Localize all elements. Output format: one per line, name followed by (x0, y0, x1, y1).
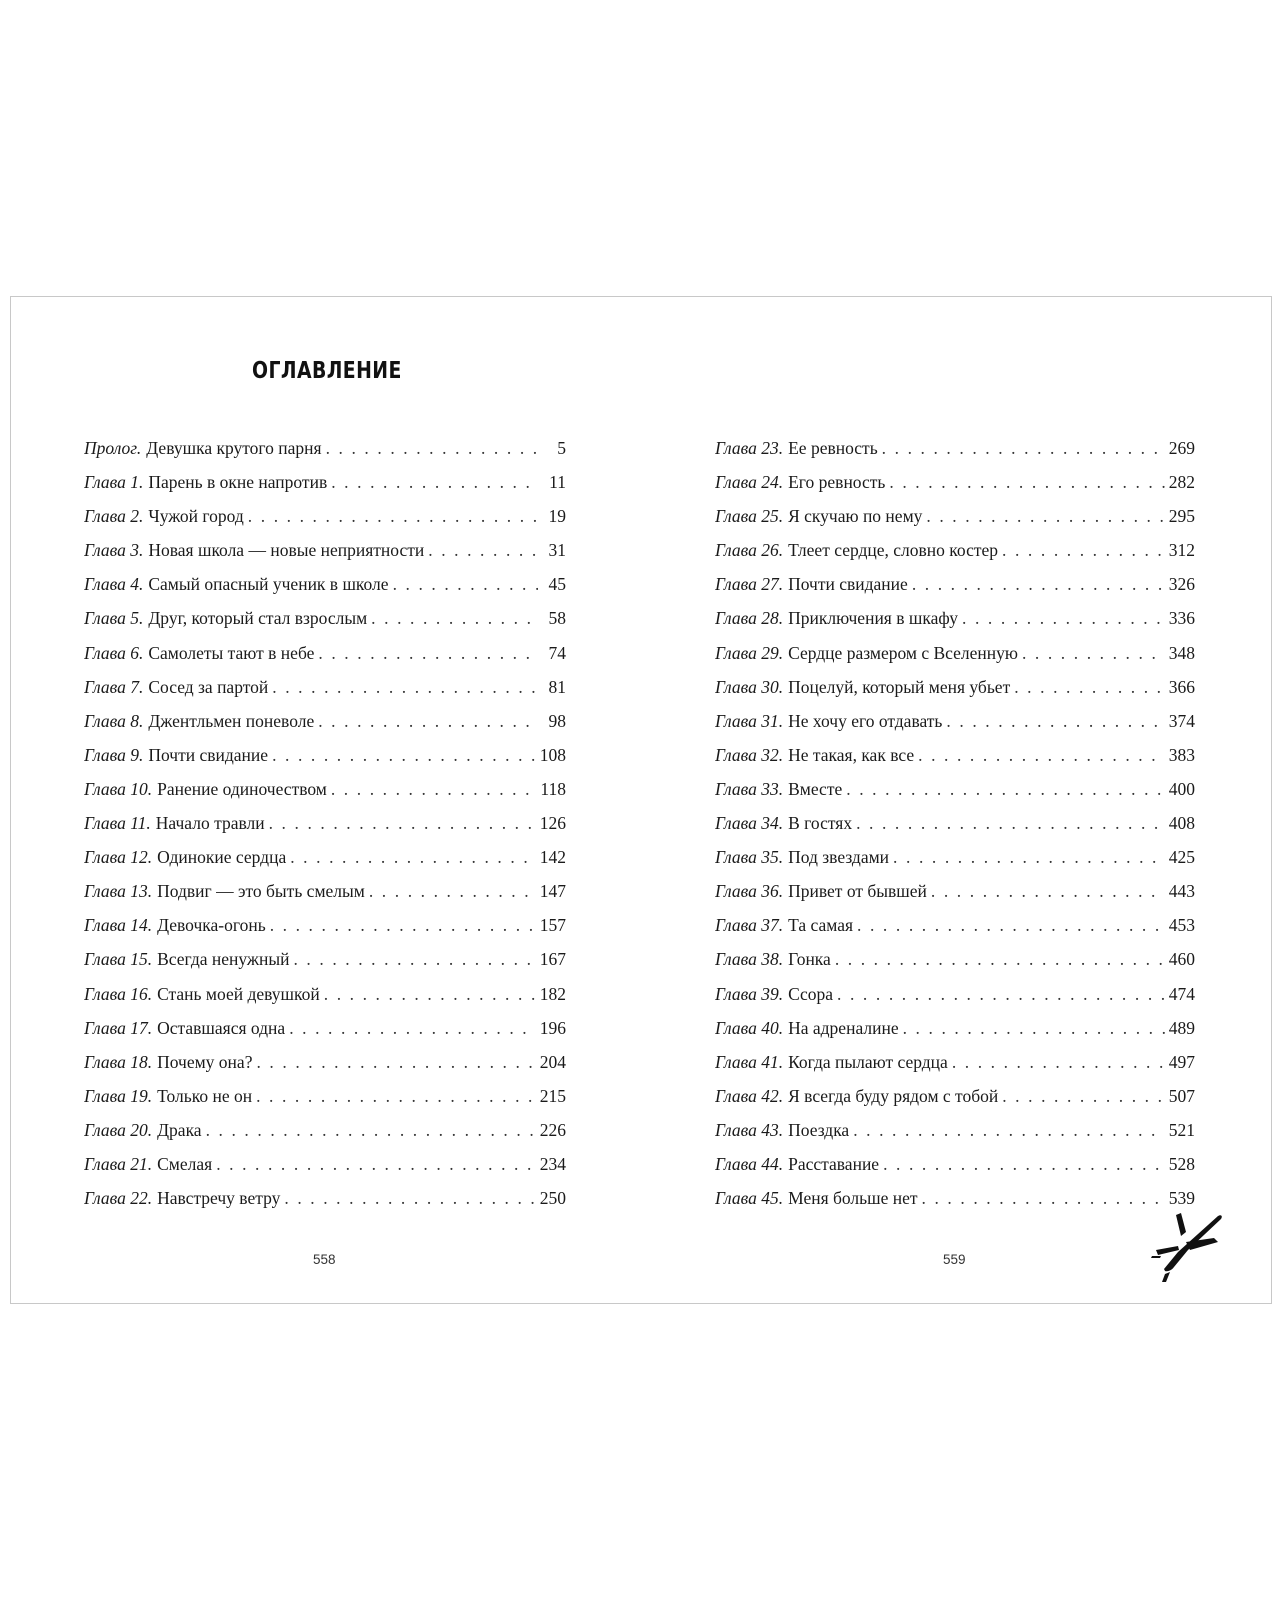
toc-entry (715, 642, 1195, 676)
chapter-label: Глава 45. (715, 1188, 784, 1209)
chapter-label: Глава 19. (84, 1085, 153, 1106)
dot-leader (952, 1051, 1165, 1073)
dot-leader (837, 983, 1165, 1005)
toc-entry (715, 846, 1195, 880)
dot-leader (269, 812, 536, 834)
chapter-page-number: 374 (1168, 710, 1195, 731)
toc-entry (84, 1051, 566, 1085)
chapter-title: Тлеет сердце, словно костер (788, 540, 999, 561)
chapter-label: Глава 33. (715, 778, 784, 799)
chapter-page-number: 5 (557, 438, 566, 458)
chapter-page-number: 31 (548, 540, 566, 561)
chapter-page-number: 81 (548, 676, 566, 697)
dot-leader (889, 471, 1164, 493)
chapter-title: Начало травли (155, 813, 265, 834)
toc-entry (84, 1187, 566, 1221)
dot-leader (369, 880, 536, 902)
chapter-title: Я всегда буду рядом с тобой (788, 1085, 999, 1106)
toc-entry (84, 676, 566, 710)
toc-entry (84, 642, 566, 676)
chapter-page-number: 366 (1168, 676, 1195, 697)
chapter-label: Глава 10. (84, 778, 153, 799)
chapter-title: Ее ревность (788, 438, 878, 458)
toc-entry (84, 1017, 566, 1051)
dot-leader (1022, 642, 1165, 664)
toc-entry (84, 744, 566, 778)
chapter-label: Пролог. (84, 438, 142, 458)
chapter-page-number: 474 (1168, 983, 1195, 1004)
chapter-title: Драка (157, 1119, 202, 1140)
chapter-label: Глава 36. (715, 881, 784, 902)
toc-entry (84, 437, 566, 471)
dot-leader (331, 471, 538, 493)
chapter-label: Глава 24. (715, 472, 784, 493)
chapter-page-number: 507 (1168, 1085, 1195, 1106)
chapter-label: Глава 3. (84, 540, 144, 561)
dot-leader (946, 710, 1164, 732)
chapter-page-number: 528 (1168, 1153, 1195, 1174)
chapter-label: Глава 9. (84, 744, 144, 765)
chapter-label: Глава 40. (715, 1017, 784, 1038)
toc-entry (715, 744, 1195, 778)
dot-leader (293, 948, 535, 970)
chapter-title: Сердце размером с Вселенную (788, 642, 1018, 663)
chapter-label: Глава 43. (715, 1119, 784, 1140)
chapter-title: Та самая (788, 915, 854, 936)
chapter-page-number: 336 (1168, 608, 1195, 629)
chapter-label: Глава 15. (84, 949, 153, 970)
dot-leader (893, 846, 1165, 868)
dot-leader (962, 607, 1165, 629)
chapter-page-number: 58 (548, 608, 566, 629)
chapter-title: Почему она? (157, 1051, 253, 1072)
chapter-page-number: 250 (539, 1188, 566, 1209)
dot-leader (284, 1187, 535, 1209)
chapter-title: Ранение одиночеством (157, 778, 327, 799)
dot-leader (931, 880, 1165, 902)
chapter-label: Глава 4. (84, 574, 144, 595)
chapter-title: Его ревность (788, 472, 886, 493)
dot-leader (256, 1085, 536, 1107)
dot-leader (272, 744, 536, 766)
toc-column-right (715, 437, 1195, 1221)
toc-entry (715, 607, 1195, 641)
chapter-title: Почти свидание (788, 574, 908, 595)
chapter-label: Глава 12. (84, 847, 153, 868)
toc-entry (84, 948, 566, 982)
chapter-title: Когда пылают сердца (788, 1051, 948, 1072)
dot-leader (326, 437, 538, 459)
toc-entry (715, 1017, 1195, 1051)
toc-entry (715, 676, 1195, 710)
toc-entry (84, 471, 566, 505)
chapter-title: Расставание (788, 1153, 880, 1174)
chapter-page-number: 326 (1168, 574, 1195, 595)
toc-entry (84, 812, 566, 846)
chapter-label: Глава 26. (715, 540, 784, 561)
chapter-title: На адреналине (788, 1017, 899, 1038)
chapter-title: Стань моей девушкой (157, 983, 320, 1004)
dot-leader (857, 914, 1165, 936)
chapter-label: Глава 14. (84, 915, 153, 936)
chapter-page-number: 142 (539, 847, 566, 868)
chapter-label: Глава 37. (715, 915, 784, 936)
toc-column-left (84, 437, 566, 1221)
chapter-page-number: 521 (1168, 1119, 1195, 1140)
dot-leader (256, 1051, 535, 1073)
toc-entry (84, 1085, 566, 1119)
chapter-page-number: 215 (539, 1085, 566, 1106)
chapter-label: Глава 38. (715, 949, 784, 970)
chapter-label: Глава 16. (84, 983, 153, 1004)
dot-leader (918, 744, 1165, 766)
toc-entry (715, 1051, 1195, 1085)
chapter-title: Самолеты тают в небе (148, 642, 315, 663)
chapter-label: Глава 8. (84, 710, 144, 731)
chapter-page-number: 196 (539, 1017, 566, 1038)
dot-leader (272, 676, 538, 698)
toc-entry (715, 812, 1195, 846)
chapter-title: Одинокие сердца (157, 847, 287, 868)
dot-leader (290, 846, 536, 868)
toc-entry (715, 710, 1195, 744)
chapter-title: Смелая (157, 1153, 213, 1174)
toc-entry (84, 880, 566, 914)
chapter-label: Глава 18. (84, 1051, 153, 1072)
chapter-page-number: 167 (539, 949, 566, 970)
chapter-title: Новая школа — новые неприятности (148, 540, 425, 561)
dot-leader (206, 1119, 536, 1141)
dot-leader (856, 812, 1165, 834)
chapter-page-number: 147 (539, 881, 566, 902)
chapter-label: Глава 11. (84, 813, 151, 834)
toc-entry (715, 880, 1195, 914)
chapter-title: В гостях (788, 813, 853, 834)
toc-entry (84, 573, 566, 607)
toc-entry (715, 983, 1195, 1017)
chapter-title: Навстречу ветру (157, 1188, 281, 1209)
chapter-label: Глава 32. (715, 744, 784, 765)
toc-entry (715, 471, 1195, 505)
toc-entry (84, 539, 566, 573)
chapter-page-number: 182 (539, 983, 566, 1004)
chapter-page-number: 108 (539, 744, 566, 765)
dot-leader (846, 778, 1165, 800)
page-number-left: 558 (313, 1252, 336, 1267)
chapter-title: Джентльмен поневоле (148, 710, 315, 731)
chapter-page-number: 539 (1168, 1188, 1195, 1209)
chapter-label: Глава 34. (715, 813, 784, 834)
toc-entry (715, 437, 1195, 471)
page-title: ОГЛАВЛЕНИЕ (252, 358, 402, 384)
toc-entry (84, 914, 566, 948)
chapter-title: Вместе (788, 778, 843, 799)
chapter-page-number: 157 (539, 915, 566, 936)
chapter-label: Глава 13. (84, 881, 153, 902)
dot-leader (922, 1187, 1165, 1209)
dot-leader (1002, 1085, 1165, 1107)
dot-leader (289, 1017, 536, 1039)
chapter-title: Девочка-огонь (157, 915, 266, 936)
chapter-label: Глава 28. (715, 608, 784, 629)
dot-leader (883, 1153, 1165, 1175)
chapter-page-number: 126 (539, 813, 566, 834)
chapter-label: Глава 21. (84, 1153, 153, 1174)
dot-leader (270, 914, 536, 936)
toc-entry (715, 1153, 1195, 1187)
chapter-page-number: 312 (1168, 540, 1195, 561)
dot-leader (216, 1153, 536, 1175)
chapter-title: Не хочу его отдавать (788, 710, 943, 731)
chapter-title: Только не он (157, 1085, 253, 1106)
chapter-page-number: 489 (1168, 1017, 1195, 1038)
chapter-title: Поездка (788, 1119, 850, 1140)
dot-leader (393, 573, 538, 595)
chapter-page-number: 11 (549, 472, 566, 493)
chapter-title: Оставшаяся одна (157, 1017, 286, 1038)
chapter-page-number: 45 (548, 574, 566, 595)
chapter-label: Глава 23. (715, 438, 784, 458)
chapter-title: Привет от бывшей (788, 881, 927, 902)
chapter-label: Глава 27. (715, 574, 784, 595)
toc-entry (715, 1187, 1195, 1221)
toc-entry (84, 607, 566, 641)
chapter-title: Девушка крутого парня (146, 438, 322, 458)
toc-entry (84, 778, 566, 812)
chapter-page-number: 74 (548, 642, 566, 663)
toc-entry (715, 505, 1195, 539)
chapter-label: Глава 35. (715, 847, 784, 868)
chapter-title: Ссора (788, 983, 834, 1004)
chapter-title: Поцелуй, который меня убьет (788, 676, 1011, 697)
toc-entry (715, 948, 1195, 982)
chapter-label: Глава 30. (715, 676, 784, 697)
dot-leader (428, 539, 538, 561)
chapter-page-number: 348 (1168, 642, 1195, 663)
chapter-page-number: 226 (539, 1119, 566, 1140)
chapter-label: Глава 22. (84, 1188, 153, 1209)
chapter-title: Под звездами (788, 847, 890, 868)
chapter-page-number: 383 (1168, 744, 1195, 765)
chapter-page-number: 282 (1168, 472, 1195, 493)
chapter-title: Всегда ненужный (157, 949, 290, 970)
dot-leader (912, 573, 1165, 595)
chapter-page-number: 400 (1168, 778, 1195, 799)
chapter-title: Приключения в шкафу (788, 608, 958, 629)
page-number-right: 559 (943, 1252, 966, 1267)
chapter-label: Глава 17. (84, 1017, 153, 1038)
airplane-icon (1148, 1212, 1224, 1284)
chapter-page-number: 295 (1168, 506, 1195, 527)
chapter-page-number: 408 (1168, 813, 1195, 834)
dot-leader (318, 642, 538, 664)
toc-entry (715, 1085, 1195, 1119)
dot-leader (1014, 676, 1165, 698)
chapter-label: Глава 1. (84, 472, 144, 493)
chapter-title: Гонка (788, 949, 831, 970)
chapter-title: Подвиг — это быть смелым (157, 881, 365, 902)
toc-entry (715, 539, 1195, 573)
chapter-title: Не такая, как все (788, 744, 915, 765)
chapter-page-number: 118 (540, 778, 566, 799)
chapter-label: Глава 42. (715, 1085, 784, 1106)
chapter-label: Глава 2. (84, 506, 144, 527)
toc-entry (715, 914, 1195, 948)
toc-entry (84, 983, 566, 1017)
toc-entry (84, 846, 566, 880)
dot-leader (926, 505, 1164, 527)
chapter-page-number: 19 (548, 506, 566, 527)
chapter-label: Глава 7. (84, 676, 144, 697)
chapter-page-number: 98 (548, 710, 566, 731)
toc-entry (84, 710, 566, 744)
chapter-page-number: 204 (539, 1051, 566, 1072)
chapter-title: Чужой город (148, 506, 244, 527)
chapter-title: Меня больше нет (788, 1188, 918, 1209)
toc-entry (715, 1119, 1195, 1153)
chapter-title: Друг, который стал взрослым (148, 608, 368, 629)
toc-entry (84, 505, 566, 539)
chapter-label: Глава 31. (715, 710, 784, 731)
toc-entry (84, 1119, 566, 1153)
chapter-page-number: 269 (1168, 438, 1195, 458)
dot-leader (882, 437, 1165, 459)
chapter-page-number: 234 (539, 1153, 566, 1174)
chapter-title: Парень в окне напротив (148, 472, 328, 493)
chapter-page-number: 453 (1168, 915, 1195, 936)
dot-leader (1002, 539, 1165, 561)
dot-leader (318, 710, 538, 732)
chapter-label: Глава 5. (84, 608, 144, 629)
dot-leader (371, 607, 538, 629)
chapter-page-number: 460 (1168, 949, 1195, 970)
chapter-label: Глава 6. (84, 642, 144, 663)
dot-leader (853, 1119, 1165, 1141)
dot-leader (248, 505, 538, 527)
toc-entry (84, 1153, 566, 1187)
chapter-page-number: 425 (1168, 847, 1195, 868)
dot-leader (903, 1017, 1165, 1039)
chapter-page-number: 497 (1168, 1051, 1195, 1072)
chapter-title: Самый опасный ученик в школе (148, 574, 389, 595)
chapter-title: Почти свидание (148, 744, 269, 765)
chapter-page-number: 443 (1168, 881, 1195, 902)
dot-leader (835, 948, 1165, 970)
dot-leader (331, 778, 537, 800)
chapter-label: Глава 25. (715, 506, 784, 527)
chapter-label: Глава 44. (715, 1153, 784, 1174)
dot-leader (324, 983, 536, 1005)
toc-entry (715, 778, 1195, 812)
toc-entry (715, 573, 1195, 607)
chapter-title: Сосед за партой (148, 676, 269, 697)
chapter-title: Я скучаю по нему (788, 506, 923, 527)
chapter-label: Глава 29. (715, 642, 784, 663)
chapter-label: Глава 20. (84, 1119, 153, 1140)
chapter-label: Глава 39. (715, 983, 784, 1004)
chapter-label: Глава 41. (715, 1051, 784, 1072)
